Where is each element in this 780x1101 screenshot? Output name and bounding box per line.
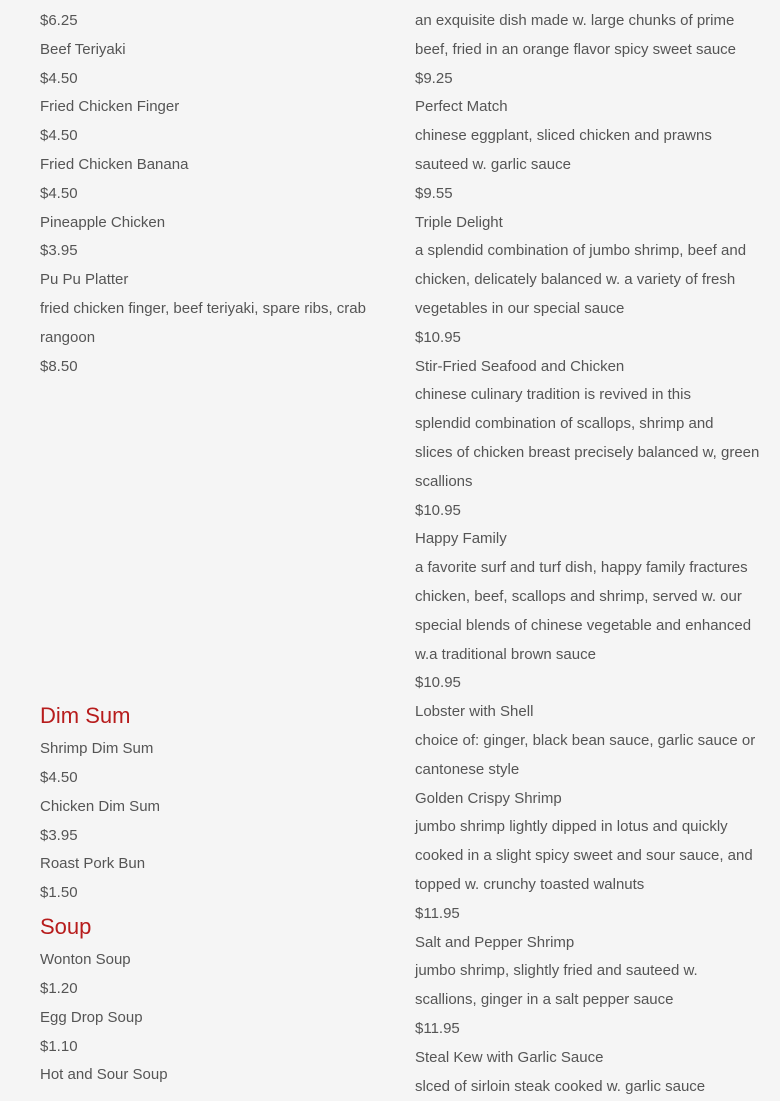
item-price: $9.25 [415, 69, 453, 87]
item-price: $1.50 [40, 884, 78, 902]
item-description: topped w. crunchy toasted walnuts [415, 876, 645, 893]
item-description: fried chicken finger, beef teriyaki, spare ribs, crab [40, 300, 366, 317]
item-name: Shrimp Dim Sum [40, 740, 154, 758]
item-price: $10.95 [415, 501, 461, 519]
item-name: Fried Chicken Finger [40, 98, 180, 116]
item-description: sauteed w. garlic sauce [415, 156, 571, 173]
item-price: $4.50 [40, 769, 78, 786]
item-name: Wonton Soup [40, 951, 131, 969]
item-description: rangoon [40, 328, 96, 346]
item-description: chinese culinary tradition is revived in this [415, 386, 691, 404]
item-name: Lobster with Shell [415, 703, 534, 721]
item-description: chicken, delicately balanced w. a variety of fresh [415, 271, 736, 289]
section-heading-dim-sum: Dim Sum [40, 703, 131, 728]
section-heading-soup: Soup [40, 914, 92, 939]
item-name: Steal Kew with Garlic Sauce [415, 1048, 604, 1066]
item-description: special blends of chinese vegetable and enhanced [415, 616, 752, 634]
item-description: an exquisite dish made w. large chunks of prime [415, 12, 735, 29]
item-description: vegetables in our special sauce [415, 300, 625, 317]
item-description: chicken, beef, scallops and shrimp, served w. our [415, 588, 742, 605]
item-price: $4.50 [40, 127, 78, 145]
item-name-partial [415, 0, 765, 7]
item-description: jumbo shrimp lightly dipped in lotus and quickly [415, 818, 728, 836]
item-description: scallions [415, 472, 473, 490]
item-description: choice of: ginger, black bean sauce, garlic sauce or [415, 732, 756, 749]
item-price: $1.20 [40, 980, 78, 997]
item-description: cantonese style [415, 760, 520, 778]
item-description: w.a traditional brown sauce [415, 645, 596, 663]
item-name: Happy Family [415, 530, 507, 548]
item-description: chinese eggplant, sliced chicken and prawns [415, 127, 712, 145]
item-name: Stir-Fried Seafood and Chicken [415, 357, 625, 375]
item-name-partial [40, 0, 380, 7]
item-name: Golden Crispy Shrimp [415, 789, 562, 807]
item-name: Hot and Sour Soup [40, 1066, 168, 1084]
item-name: Triple Delight [415, 213, 503, 231]
item-price: $9.55 [415, 184, 453, 202]
item-description: a favorite surf and turf dish, happy family fractures [415, 559, 748, 577]
item-name: Chicken Dim Sum [40, 797, 161, 815]
item-price: $3.95 [40, 242, 78, 260]
item-name: Egg Drop Soup [40, 1008, 143, 1026]
item-description: cooked in a slight spicy sweet and sour sauce, and [415, 847, 753, 865]
item-price: $4.50 [40, 69, 78, 87]
item-price: $11.95 [415, 1020, 460, 1037]
item-price: $8.50 [40, 357, 78, 375]
item-price: $1.10 [40, 1037, 78, 1055]
item-description: slices of chicken breast precisely balanced w, green [415, 444, 760, 461]
item-description: beef, fried in an orange flavor spicy sweet sauce [415, 40, 737, 58]
item-price: $4.50 [40, 184, 78, 202]
item-price: $10.95 [415, 328, 461, 346]
item-price: $6.25 [40, 12, 78, 29]
item-description: splendid combination of scallops, shrimp and [415, 415, 714, 433]
item-name: Fried Chicken Banana [40, 156, 189, 173]
item-name: Pineapple Chicken [40, 213, 166, 231]
item-price: $10.95 [415, 674, 461, 692]
item-name: Salt and Pepper Shrimp [415, 933, 575, 951]
item-name: Pu Pu Platter [40, 271, 129, 289]
item-description: slced of sirloin steak cooked w. garlic sauce [415, 1077, 706, 1095]
item-name: Roast Pork Bun [40, 855, 146, 873]
item-description: a splendid combination of jumbo shrimp, beef and [415, 242, 747, 260]
item-description: jumbo shrimp, slightly fried and sauteed w. [415, 962, 698, 980]
item-price: $3.95 [40, 826, 78, 844]
item-price: $11.95 [415, 904, 460, 922]
item-name: Beef Teriyaki [40, 40, 126, 58]
item-description: scallions, ginger in a salt pepper sauce [415, 991, 674, 1009]
item-name: Perfect Match [415, 98, 508, 116]
